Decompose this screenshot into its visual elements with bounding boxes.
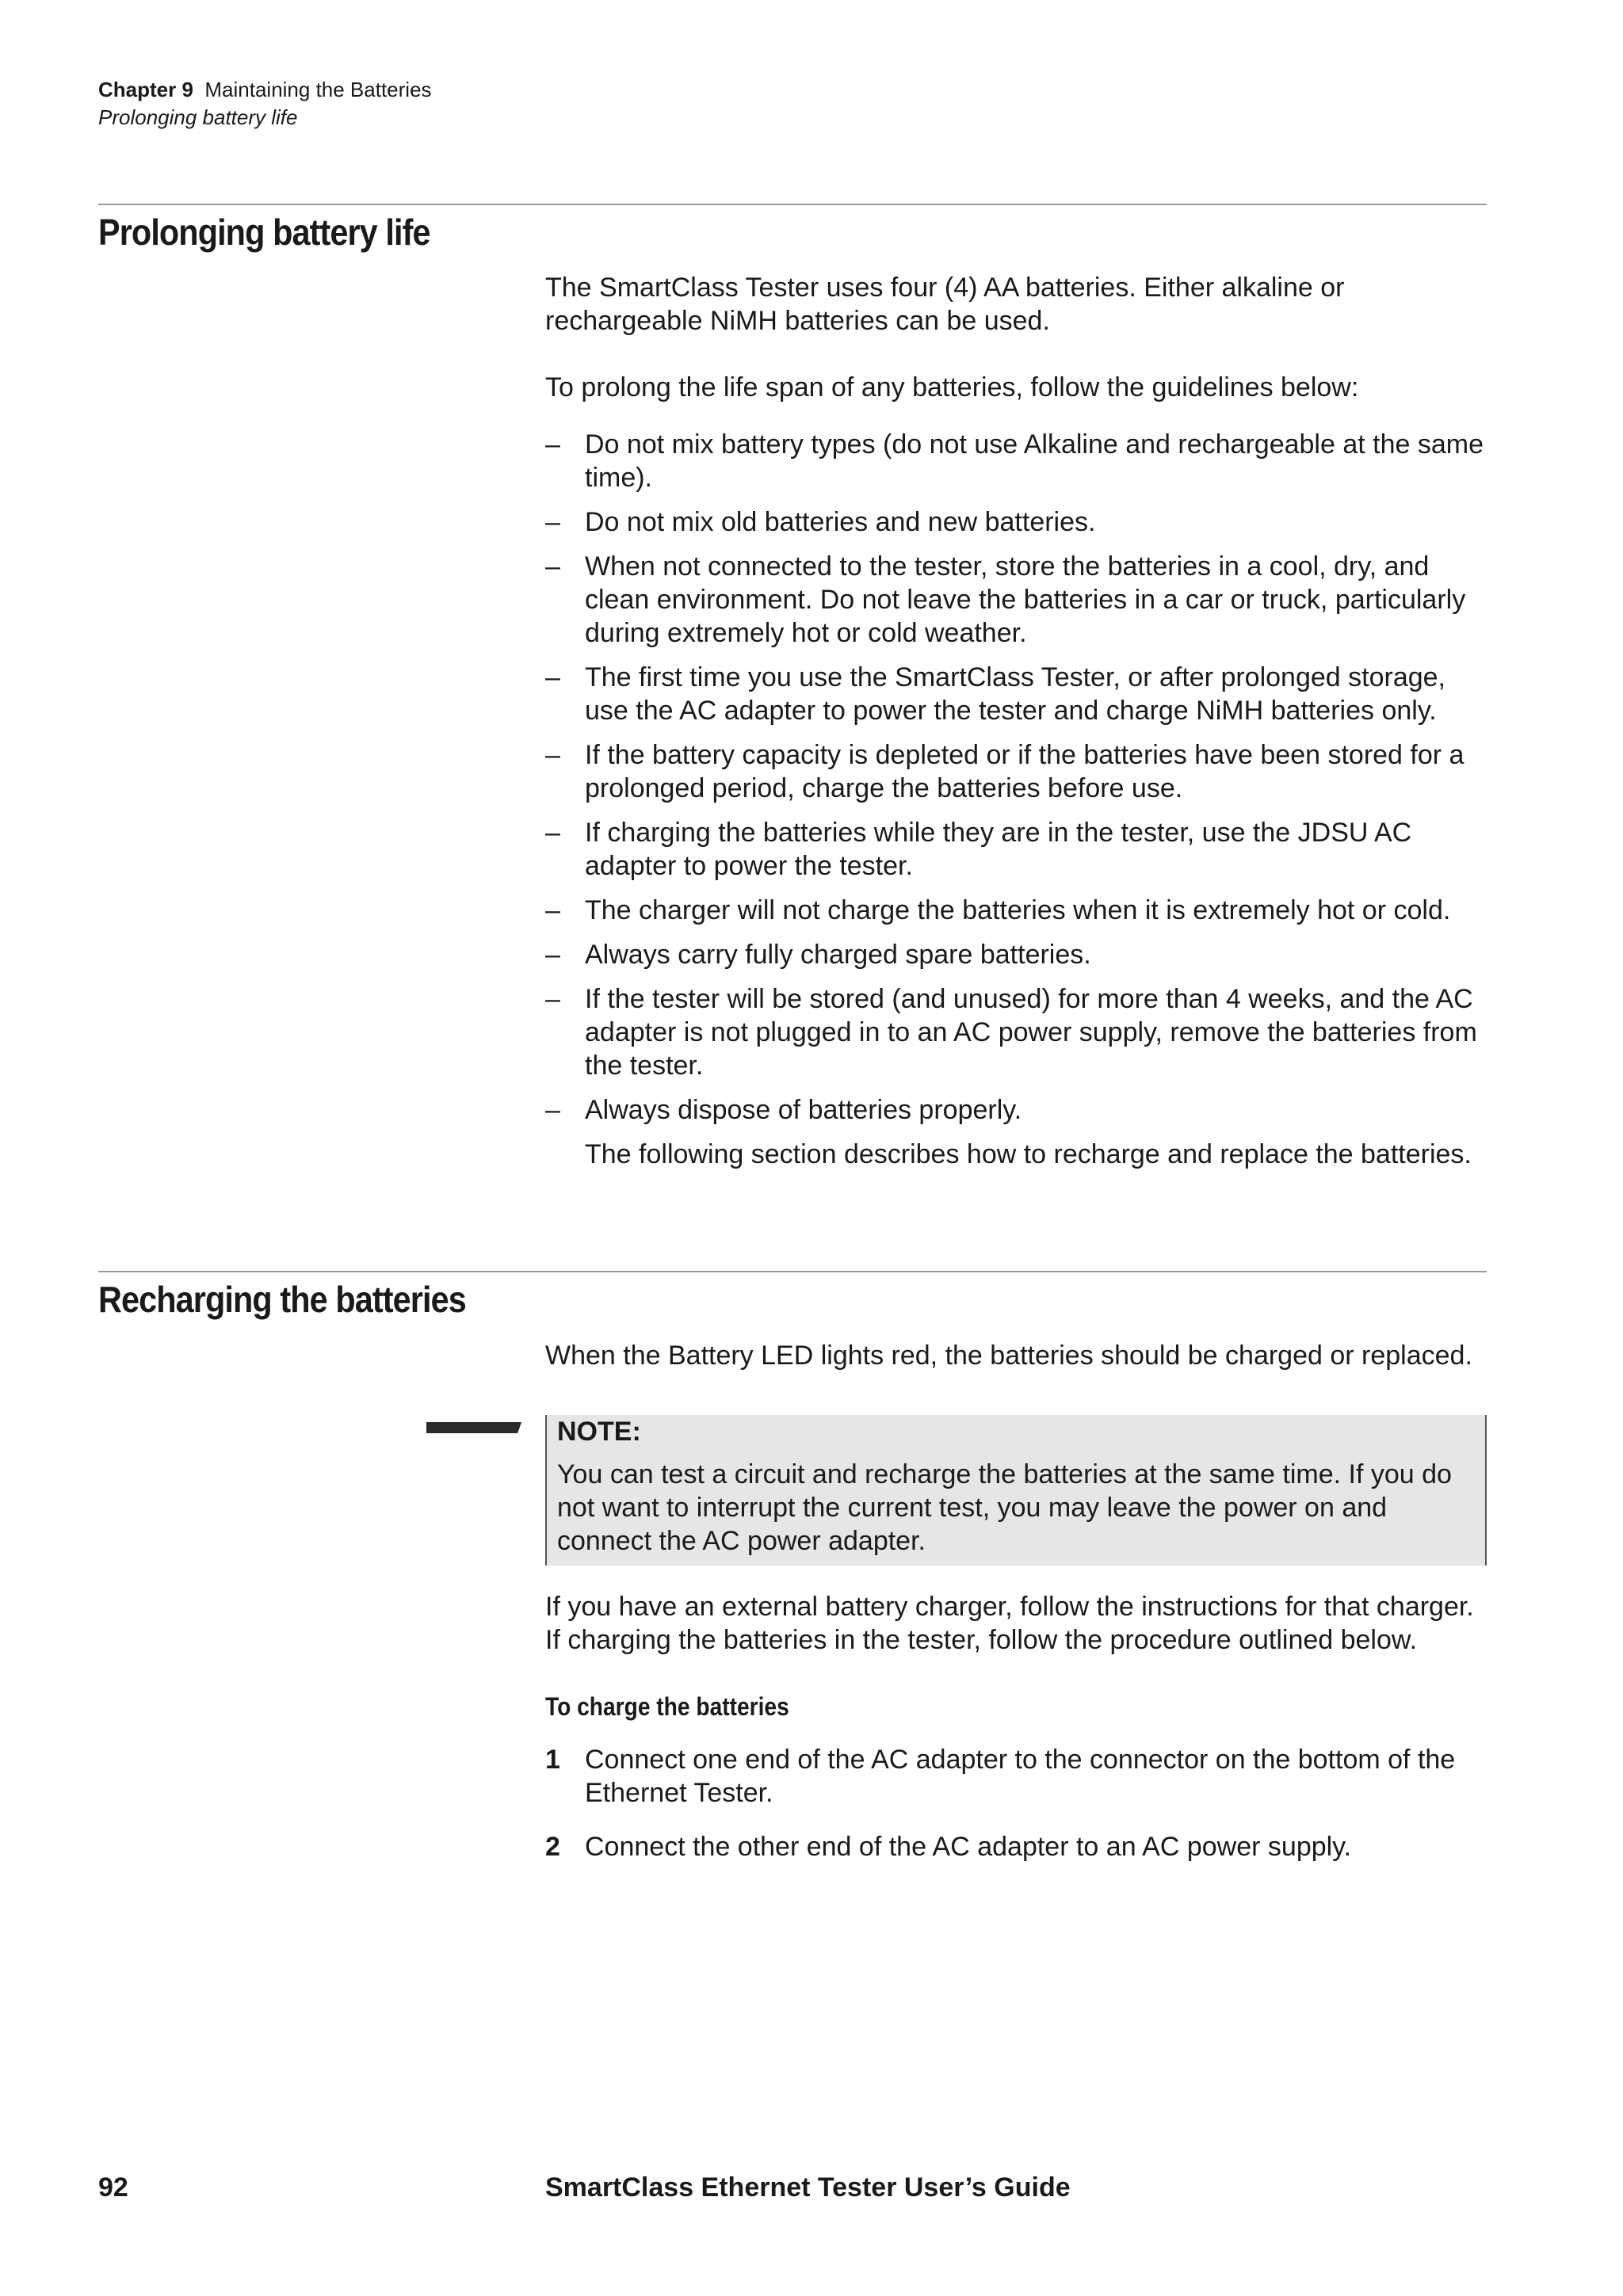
section-rule	[98, 1271, 1487, 1272]
list-item	[545, 1093, 1488, 1127]
recharge-intro: When the Battery LED lights red, the batteries should be charged or replaced.	[545, 1341, 1472, 1371]
list-item-text: When not connected to the tester, store the batteries in a cool, dry, and clean environment. Do not leave the batteries in a car or truck, particularly during extremely hot or cold weather.	[585, 551, 1466, 648]
chapter-label: Chapter 9	[98, 78, 193, 101]
step-text: Connect one end of the AC adapter to the connector on the bottom of the Ethernet Tester.	[585, 1745, 1456, 1808]
section-heading: Prolonging battery life	[98, 212, 430, 253]
note-title: NOTE:	[557, 1417, 641, 1447]
charger-paragraph: If you have an external battery charger, follow the instructions for that charger. If charging the batteries in the tester, follow the procedure outlined below.	[545, 1592, 1474, 1655]
book-title: SmartClass Ethernet Tester User’s Guide	[545, 2172, 1071, 2203]
list-item	[545, 550, 1488, 650]
list-item-text: The first time you use the SmartClass Tester, or after prolonged storage, use the AC adapter to power the tester and charge NiMH batteries only.	[585, 662, 1445, 726]
section-heading: Recharging the batteries	[98, 1279, 466, 1320]
steps-list	[545, 1743, 1488, 1863]
list-item	[545, 661, 1488, 727]
note-marker-bar	[426, 1422, 521, 1433]
step-number: 2	[545, 1832, 560, 1862]
step-item	[545, 1743, 1488, 1810]
list-item	[545, 938, 1488, 971]
list-item-text: Do not mix battery types (do not use Alkaline and rechargeable at the same time).	[585, 429, 1484, 493]
dash-mark: –	[545, 1095, 560, 1125]
list-item-text: Always dispose of batteries properly.	[585, 1095, 1022, 1125]
note-text: You can test a circuit and recharge the batteries at the same time. If you do not want to interrupt the current test, you may leave the power on and connect the AC power adapter.	[557, 1459, 1452, 1556]
step-item	[545, 1830, 1488, 1863]
list-item-text: Do not mix old batteries and new batteries.	[585, 507, 1096, 537]
dash-mark: –	[545, 940, 560, 970]
section-body	[545, 271, 1488, 1171]
procedure-heading: To charge the batteries	[545, 1692, 789, 1721]
list-item-text: If charging the batteries while they are in the tester, use the JDSU AC adapter to power the tester.	[585, 818, 1412, 881]
list-item	[545, 816, 1488, 883]
dash-mark: –	[545, 551, 560, 582]
follow-paragraph: The following section describes how to recharge and replace the batteries.	[585, 1139, 1472, 1169]
step-text: Connect the other end of the AC adapter to an AC power supply.	[585, 1832, 1352, 1862]
list-item	[545, 894, 1488, 927]
list-item-text: Always carry fully charged spare batteries.	[585, 940, 1091, 970]
list-item-text: If the tester will be stored (and unused) for more than 4 weeks, and the AC adapter is not plugged in to an AC power supply, remove the batteries from the tester.	[585, 984, 1477, 1081]
guidelines-list	[545, 428, 1488, 1127]
dash-mark: –	[545, 662, 560, 692]
running-header-section: Prolonging battery life	[98, 105, 298, 129]
dash-mark: –	[545, 818, 560, 848]
dash-mark: –	[545, 429, 560, 460]
dash-mark: –	[545, 507, 560, 537]
step-number: 1	[545, 1745, 560, 1775]
dash-mark: –	[545, 895, 560, 925]
running-header-chapter	[98, 76, 432, 103]
dash-mark: –	[545, 740, 560, 770]
intro-paragraph: The SmartClass Tester uses four (4) AA batteries. Either alkaline or rechargeable NiMH batteries can be used.	[545, 273, 1345, 336]
page-number: 92	[98, 2172, 128, 2203]
procedure-steps	[545, 1743, 1488, 1884]
list-item	[545, 428, 1488, 494]
section-rule	[98, 204, 1487, 205]
chapter-title: Maintaining the Batteries	[204, 78, 432, 101]
lead-paragraph: To prolong the life span of any batteries, follow the guidelines below:	[545, 372, 1359, 402]
list-item-text: If the battery capacity is depleted or if the batteries have been stored for a prolonged period, charge the batteries before use.	[585, 740, 1465, 803]
list-item	[545, 505, 1488, 539]
list-item	[545, 982, 1488, 1082]
list-item-text: The charger will not charge the batteries when it is extremely hot or cold.	[585, 895, 1451, 925]
list-item	[545, 738, 1488, 805]
dash-mark: –	[545, 984, 560, 1014]
